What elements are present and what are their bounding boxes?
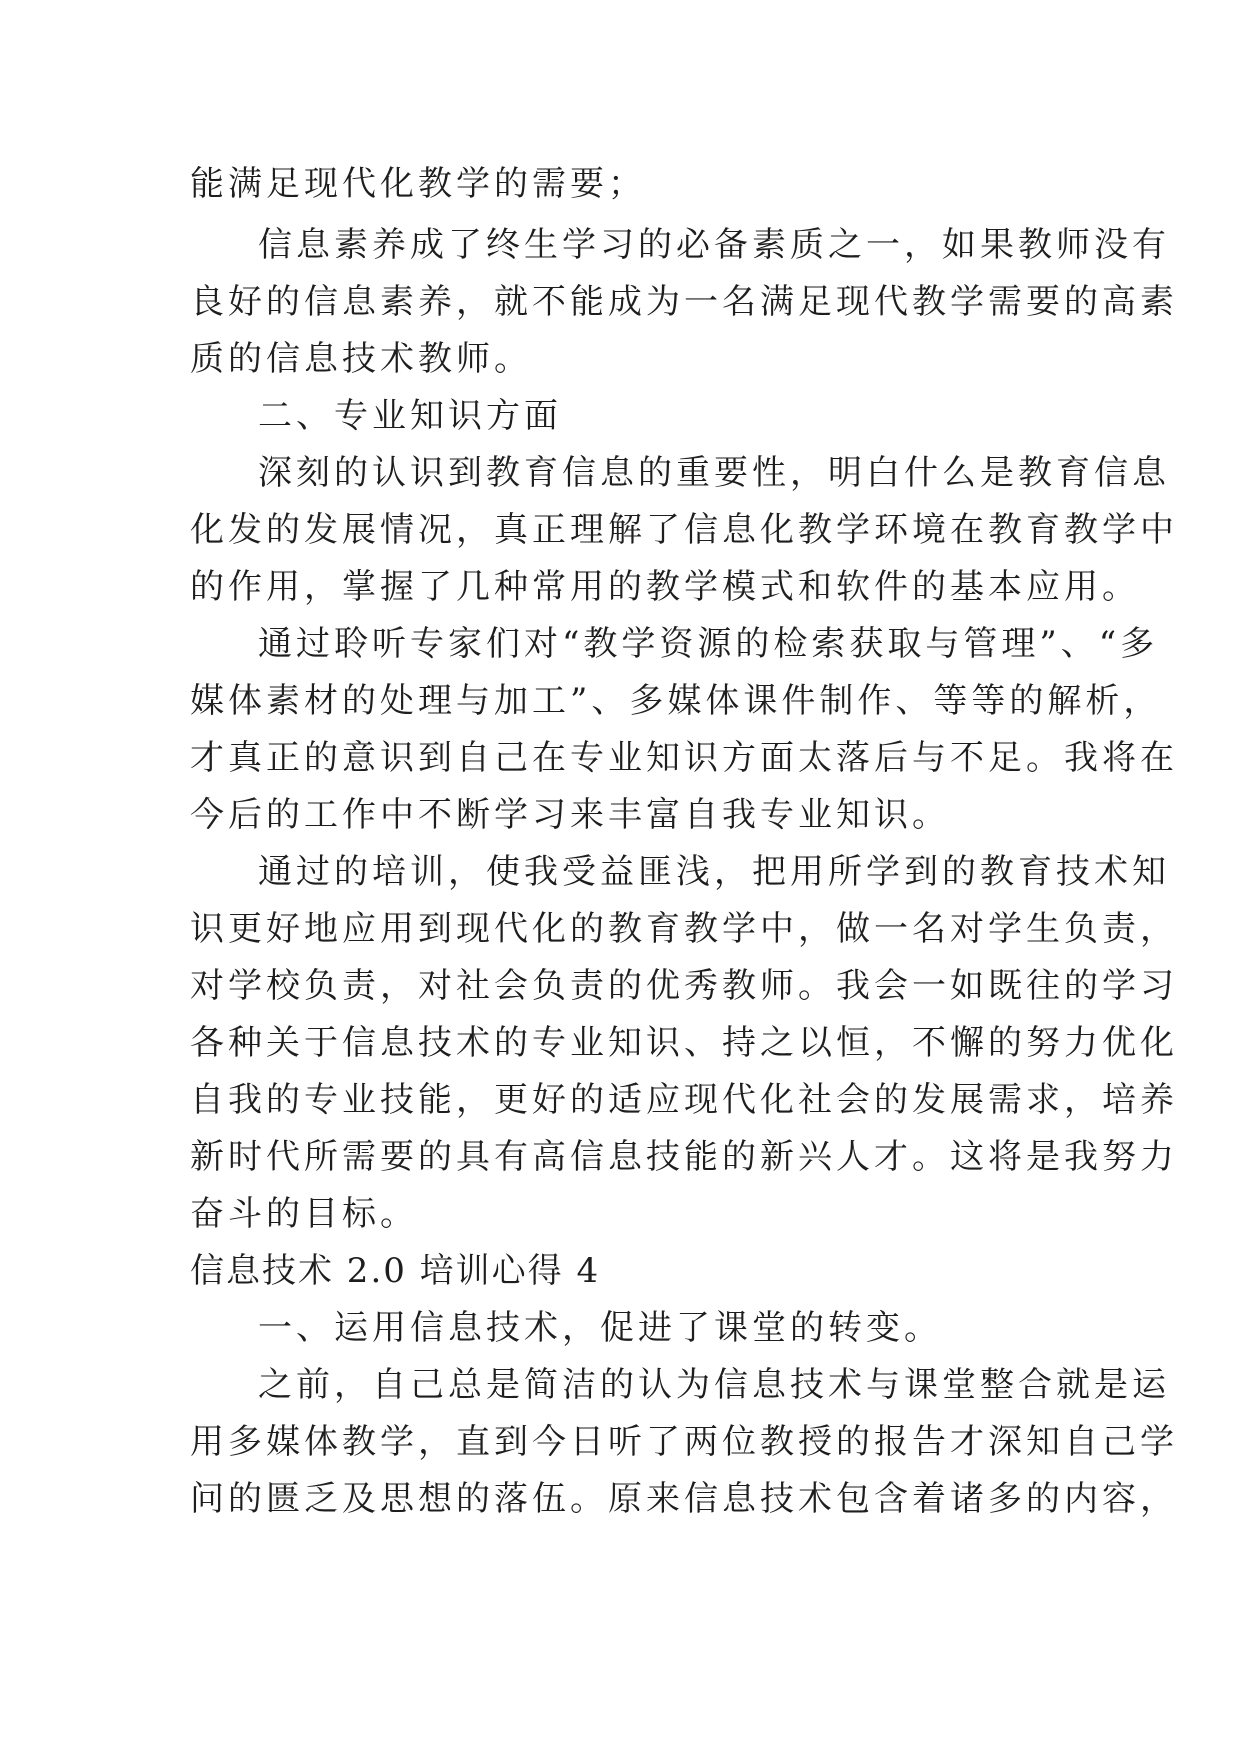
text-line: 问的匮乏及思想的落伍。原来信息技术包含着诸多的内容， (190, 1479, 1178, 1519)
text-line: 能满足现代化教学的需要； (190, 164, 646, 204)
text-line: 才真正的意识到自己在专业知识方面太落后与不足。我将在 (190, 738, 1178, 778)
text-line: 新时代所需要的具有高信息技能的新兴人才。这将是我努力 (190, 1137, 1178, 1177)
text-line: 质的信息技术教师。 (190, 339, 532, 379)
text-line: 对学校负责，对社会负责的优秀教师。我会一如既往的学习 (190, 966, 1178, 1006)
text-line: 今后的工作中不断学习来丰富自我专业知识。 (190, 795, 950, 835)
paragraph-line: 信息素养成了终生学习的必备素质之一，如果教师没有 (258, 225, 1170, 265)
text-line: 各种关于信息技术的专业知识、持之以恒，不懈的努力优化 (190, 1023, 1178, 1063)
section-heading: 一、运用信息技术，促进了课堂的转变。 (258, 1308, 942, 1348)
paragraph-line: 通过聆听专家们对“教学资源的检索获取与管理”、“多 (258, 624, 1159, 664)
text-line: 的作用，掌握了几种常用的教学模式和软件的基本应用。 (190, 567, 1140, 607)
text-line: 良好的信息素养，就不能成为一名满足现代教学需要的高素 (190, 282, 1178, 322)
text-line: 用多媒体教学，直到今日听了两位教授的报告才深知自己学 (190, 1422, 1178, 1462)
text-line: 识更好地应用到现代化的教育教学中，做一名对学生负责， (190, 909, 1178, 949)
paragraph-line: 通过的培训，使我受益匪浅，把用所学到的教育技术知 (258, 852, 1170, 892)
text-line: 媒体素材的处理与加工”、多媒体课件制作、等等的解析， (190, 681, 1162, 721)
text-line: 自我的专业技能，更好的适应现代化社会的发展需求，培养 (190, 1080, 1178, 1120)
section-heading: 二、专业知识方面 (258, 396, 562, 436)
paragraph-line: 之前，自己总是简洁的认为信息技术与课堂整合就是运 (258, 1365, 1170, 1405)
paragraph-line: 深刻的认识到教育信息的重要性，明白什么是教育信息 (258, 453, 1170, 493)
section-title: 信息技术 2.0 培训心得 4 (190, 1251, 601, 1291)
text-line: 化发的发展情况，真正理解了信息化教学环境在教育教学中 (190, 510, 1178, 550)
text-line: 奋斗的目标。 (190, 1194, 418, 1234)
